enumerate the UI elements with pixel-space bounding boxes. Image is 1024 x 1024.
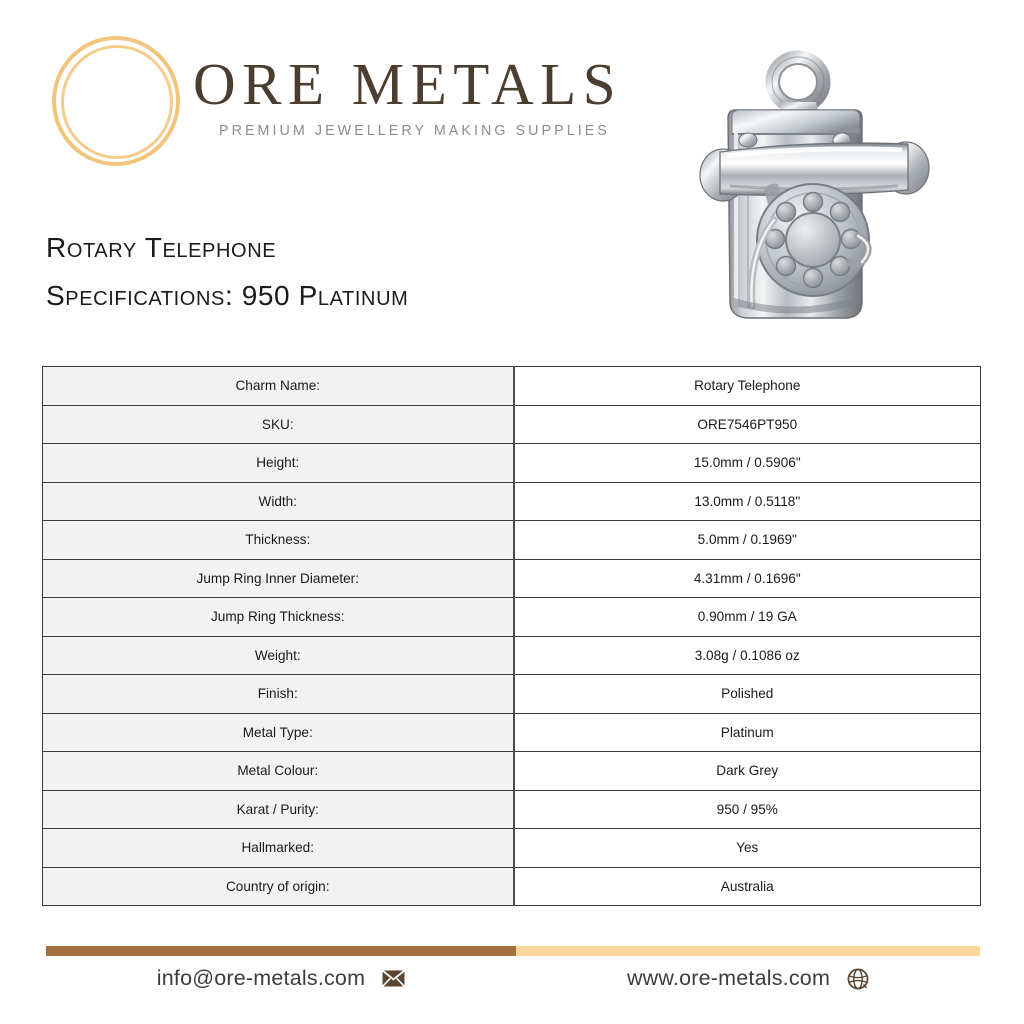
footer-website-group[interactable] bbox=[516, 966, 980, 991]
spec-label: Width: bbox=[43, 482, 514, 521]
spec-label: Jump Ring Thickness: bbox=[43, 598, 514, 637]
table-row bbox=[43, 636, 981, 675]
specifications-table bbox=[42, 366, 981, 906]
spec-value: 950 / 95% bbox=[514, 790, 981, 829]
footer-bar-light-segment bbox=[516, 946, 980, 956]
spec-value: Polished bbox=[514, 675, 981, 714]
title-block bbox=[46, 224, 408, 320]
footer-email-text[interactable]: info@ore-metals.com bbox=[156, 966, 366, 990]
spec-value: 3.08g / 0.1086 oz bbox=[514, 636, 981, 675]
double-ring-logo-icon bbox=[52, 36, 180, 166]
spec-value: 15.0mm / 0.5906" bbox=[514, 444, 981, 483]
spec-value: 0.90mm / 19 GA bbox=[514, 598, 981, 637]
rotary-telephone-charm-image bbox=[690, 40, 950, 340]
table-row bbox=[43, 829, 981, 868]
table-row bbox=[43, 405, 981, 444]
spec-value: Platinum bbox=[514, 713, 981, 752]
spec-label: Charm Name: bbox=[43, 367, 514, 406]
footer-website-text[interactable]: www.ore-metals.com bbox=[626, 966, 831, 990]
spec-value: 4.31mm / 0.1696" bbox=[514, 559, 981, 598]
brand-name: ORE METALS bbox=[193, 51, 623, 117]
table-row bbox=[43, 790, 981, 829]
page-title: Rotary Telephone bbox=[46, 232, 277, 263]
footer-email-group[interactable] bbox=[46, 966, 516, 991]
table-row bbox=[43, 867, 981, 906]
spec-value: Rotary Telephone bbox=[514, 367, 981, 406]
table-row bbox=[43, 559, 981, 598]
spec-label: Metal Colour: bbox=[43, 752, 514, 791]
brand-lockup bbox=[193, 51, 623, 139]
table-row bbox=[43, 752, 981, 791]
table-row bbox=[43, 713, 981, 752]
table-row bbox=[43, 367, 981, 406]
envelope-icon bbox=[382, 970, 405, 987]
spec-label: Hallmarked: bbox=[43, 829, 514, 868]
spec-value: 5.0mm / 0.1969" bbox=[514, 521, 981, 560]
footer-divider-bar bbox=[46, 946, 980, 956]
spec-label: Weight: bbox=[43, 636, 514, 675]
spec-label: Country of origin: bbox=[43, 867, 514, 906]
spec-value: Dark Grey bbox=[514, 752, 981, 791]
spec-label: Finish: bbox=[43, 675, 514, 714]
spec-value: Australia bbox=[514, 867, 981, 906]
globe-icon bbox=[847, 968, 869, 990]
table-row bbox=[43, 521, 981, 560]
spec-label: Metal Type: bbox=[43, 713, 514, 752]
spec-value: Yes bbox=[514, 829, 981, 868]
spec-label: Jump Ring Inner Diameter: bbox=[43, 559, 514, 598]
brand-tagline: PREMIUM JEWELLERY MAKING SUPPLIES bbox=[219, 123, 610, 139]
spec-value: ORE7546PT950 bbox=[514, 405, 981, 444]
spec-label: Height: bbox=[43, 444, 514, 483]
table-row bbox=[43, 482, 981, 521]
page-subtitle: Specifications: 950 Platinum bbox=[46, 280, 409, 312]
footer-contact-row bbox=[46, 966, 980, 991]
table-row bbox=[43, 598, 981, 637]
page-header bbox=[0, 0, 1024, 200]
spec-label: Thickness: bbox=[43, 521, 514, 560]
footer-bar-dark-segment bbox=[46, 946, 516, 956]
spec-label: Karat / Purity: bbox=[43, 790, 514, 829]
specifications-table-body bbox=[43, 367, 981, 906]
table-row bbox=[43, 444, 981, 483]
spec-label: SKU: bbox=[43, 405, 514, 444]
spec-value: 13.0mm / 0.5118" bbox=[514, 482, 981, 521]
table-row bbox=[43, 675, 981, 714]
page-footer bbox=[0, 940, 1024, 1024]
